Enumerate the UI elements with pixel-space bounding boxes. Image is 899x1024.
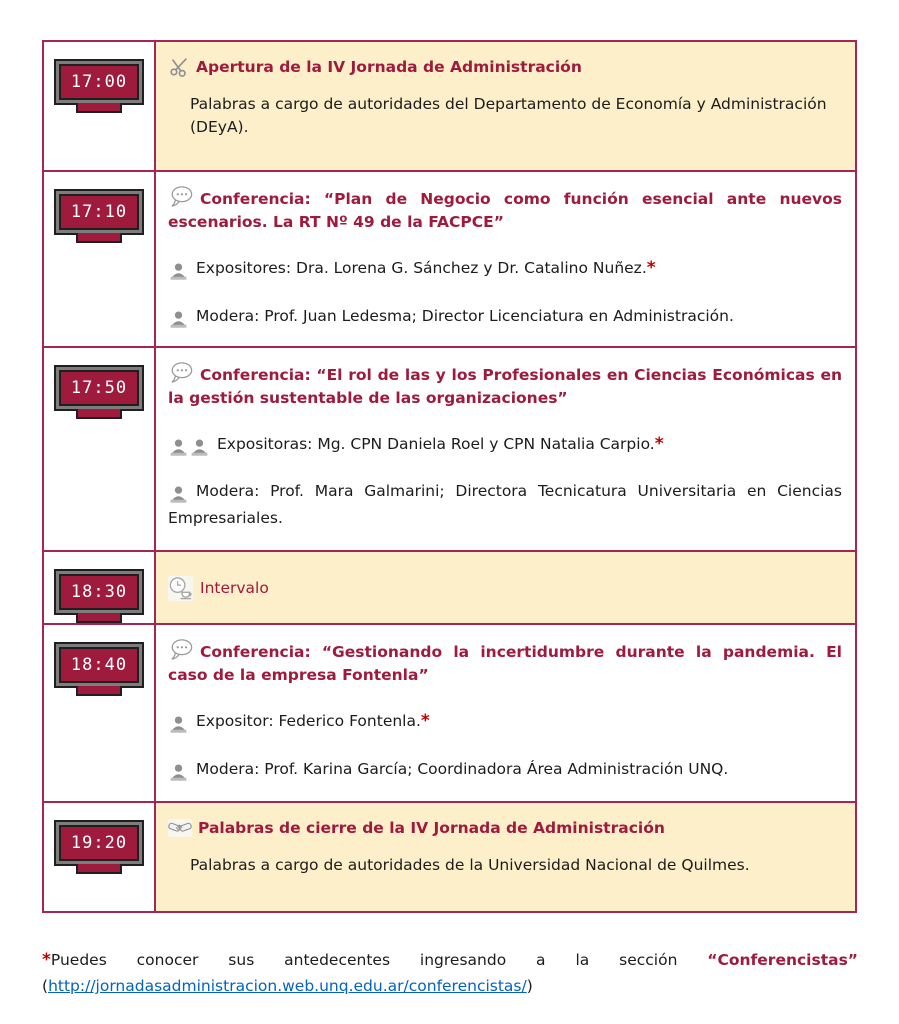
time-label: 17:00 [70, 72, 128, 92]
session-cell [156, 42, 855, 170]
footnote-text: Puedes conocer sus antedecentes ingresando a la sección [50, 951, 708, 969]
time-monitor-icon [56, 644, 142, 696]
time-monitor-icon [56, 822, 142, 874]
schedule-row-1830 [44, 552, 855, 625]
time-label: 18:30 [70, 582, 128, 602]
time-label: 17:50 [70, 378, 128, 398]
time-label: 18:40 [70, 655, 128, 675]
time-label: 19:20 [70, 833, 128, 853]
session-description: Palabras a cargo de autoridades del Departamento de Economía y Administración (DEyA). [190, 95, 827, 136]
speakers-line: Expositor: Federico Fontenla.* [168, 709, 842, 736]
time-label: 17:10 [70, 202, 128, 222]
time-cell [44, 348, 156, 550]
speaker-person-icon [168, 486, 189, 504]
time-cell [44, 552, 156, 623]
speaker-person-icon [168, 311, 189, 329]
coffee-break-icon [168, 576, 193, 601]
footnote-asterisk: * [654, 433, 664, 454]
handshake-icon [168, 819, 192, 837]
time-cell [44, 625, 156, 801]
speaker-person-icon [168, 263, 189, 281]
session-title: Conferencia: “Plan de Negocio como función esencial ante nuevos escenarios. La RT Nº 49 de la FACPCE” [168, 185, 842, 235]
schedule-row-1750 [44, 348, 855, 552]
speaker-person-icon [168, 716, 189, 734]
session-cell [156, 552, 855, 623]
footnote-highlight: “Conferencistas” [707, 951, 858, 969]
schedule-table [42, 40, 857, 913]
conferencistas-link[interactable]: http://jornadasadministracion.web.unq.edu.ar/conferencistas/ [48, 977, 527, 996]
session-title: Palabras de cierre de la IV Jornada de Administración [168, 816, 842, 840]
schedule-row-1840 [44, 625, 855, 803]
footnote-asterisk: * [42, 950, 51, 970]
session-title: Apertura de la IV Jornada de Administración [168, 55, 842, 79]
session-cell [156, 803, 855, 911]
paren-close: ) [526, 977, 533, 996]
session-title: Intervalo [168, 576, 269, 601]
speakers-line: Expositores: Dra. Lorena G. Sánchez y Dr. Catalino Nuñez.* [168, 256, 842, 283]
moderator-line: Modera: Prof. Mara Galmarini; Directora Tecnicatura Universitaria en Ciencias Empresariales. [168, 481, 842, 528]
schedule-row-1710 [44, 172, 855, 348]
schedule-row-1700 [44, 42, 855, 172]
speech-bubble-icon [168, 643, 194, 661]
footnote-asterisk: * [420, 710, 430, 731]
time-monitor-icon [56, 367, 142, 419]
moderator-line: Modera: Prof. Karina García; Coordinadora Área Administración UNQ. [168, 757, 842, 784]
session-title: Conferencia: “Gestionando la incertidumbre durante la pandemia. El caso de la empresa Fontenla” [168, 638, 842, 688]
footnote-asterisk: * [646, 257, 656, 278]
speech-bubble-icon [168, 190, 194, 208]
paren-open: ( [42, 977, 49, 996]
speakers-line: Expositoras: Mg. CPN Daniela Roel y CPN Natalia Carpio.* [168, 432, 842, 459]
scissors-icon [168, 58, 190, 76]
time-cell [44, 172, 156, 346]
session-cell [156, 348, 855, 550]
schedule-row-1920 [44, 803, 855, 911]
two-speakers-icon [168, 439, 210, 457]
session-description: Palabras a cargo de autoridades de la Universidad Nacional de Quilmes. [190, 856, 750, 875]
session-title: Conferencia: “El rol de las y los Profesionales en Ciencias Económicas en la gestión sustentable de las organizaciones” [168, 361, 842, 411]
moderator-line: Modera: Prof. Juan Ledesma; Director Licenciatura en Administración. [168, 304, 842, 331]
time-monitor-icon [56, 571, 142, 623]
session-cell [156, 172, 855, 346]
session-cell [156, 625, 855, 801]
speech-bubble-icon [168, 366, 194, 384]
time-monitor-icon [56, 61, 142, 113]
time-cell [44, 803, 156, 911]
footnote [42, 946, 858, 1000]
time-monitor-icon [56, 191, 142, 243]
time-cell [44, 42, 156, 170]
speaker-person-icon [168, 764, 189, 782]
